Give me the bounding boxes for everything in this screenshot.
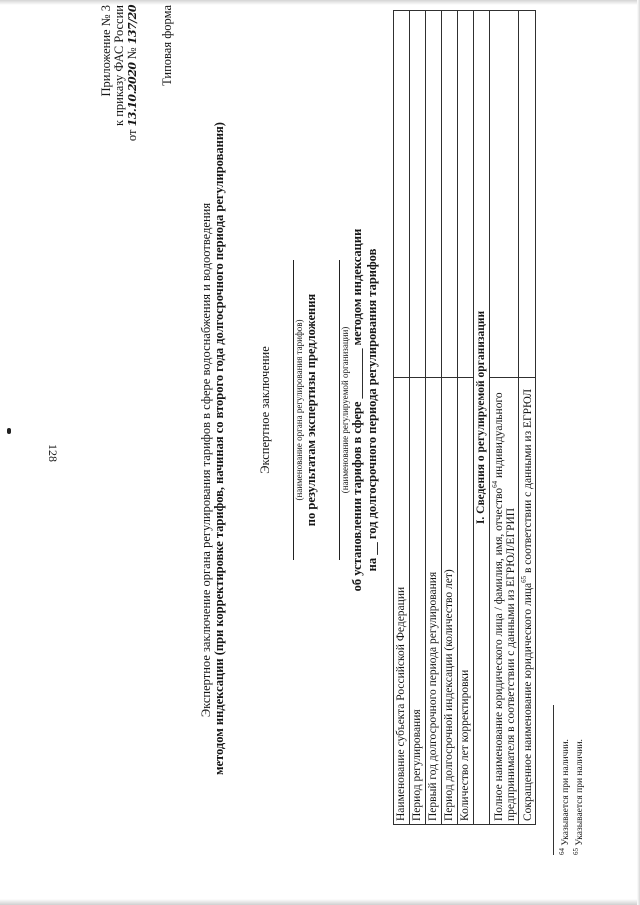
- document-title: [199, 122, 226, 775]
- organization-name-hint: (наименование регулируемой организации): [340, 326, 350, 494]
- caption-line-3-end: методом индексации: [350, 228, 364, 346]
- caption-line-2: по результатам экспертизы предложения: [304, 293, 318, 527]
- footnote-number: 65: [572, 848, 581, 855]
- row-value[interactable]: [458, 11, 474, 378]
- order-number-handwritten: 137/20: [126, 5, 139, 45]
- appendix-order-date-line: [126, 5, 139, 155]
- footnotes: [557, 739, 585, 855]
- caption-line-3: об установлении тарифов в сфере ________ методом индексации: [350, 228, 364, 592]
- footnote-number: 64: [558, 848, 566, 855]
- form-type-label: Типовая форма: [160, 5, 174, 86]
- footnote-item: [557, 739, 571, 855]
- table-row: [458, 11, 474, 825]
- regulator-name-blank: [279, 260, 294, 560]
- full-name-value[interactable]: [490, 11, 519, 378]
- appendix-reference: [100, 5, 139, 155]
- row-label: Количество лет корректировки: [458, 378, 474, 825]
- caption-line-4-end: год долгосрочного периода регулирования тарифов: [365, 248, 379, 540]
- title-line-1: Экспертное заключение органа регулирования тарифов в сфере водоснабжения и водоотведения: [199, 202, 213, 718]
- organization-name-blank: [325, 260, 340, 560]
- order-date-handwritten: 13.10.2020: [126, 62, 139, 127]
- full-name-text-line-2: предпринимателя в соответствии с данными из ЕГРЮЛ/ЕГРИП: [504, 507, 517, 821]
- table-row: [442, 11, 458, 825]
- table-row: [490, 11, 519, 825]
- short-name-text-end: в соответствии с данными из ЕГРЮЛ: [521, 388, 534, 574]
- row-label: Первый год долгосрочного периода регулирования: [426, 378, 442, 825]
- full-name-text-end: индивидуального: [492, 392, 505, 478]
- footnote-divider: [553, 705, 554, 855]
- row-value[interactable]: [426, 11, 442, 378]
- conclusion-caption: [258, 95, 380, 725]
- title-line-2: методом индексации (при корректировке тарифов, начиная со второго года долгосрочного периода регулирования): [212, 122, 226, 775]
- regulator-name-hint: (наименование органа регулирования тарифов): [294, 319, 304, 501]
- appendix-order: к приказу ФАС России: [112, 5, 126, 126]
- footnote-text: Указывается при наличии.: [575, 739, 586, 846]
- table-row: [519, 11, 536, 825]
- footnote-text: Указывается при наличии.: [561, 739, 572, 846]
- row-value[interactable]: [442, 11, 458, 378]
- order-number-prefix: №: [125, 47, 139, 60]
- short-name-value[interactable]: [519, 11, 536, 378]
- footnote-ref: 64: [491, 480, 499, 488]
- organization-info-table: [393, 10, 536, 825]
- short-name-text: Сокращенное наименование юридического лица: [521, 582, 534, 821]
- short-name-label: [519, 378, 536, 825]
- appendix-number: Приложение № 3: [99, 5, 113, 97]
- conclusion-heading: Экспертное заключение: [258, 346, 272, 474]
- footnote-ref: 65: [520, 575, 528, 583]
- section-title: I. Сведения о регулируемой организации: [474, 11, 490, 825]
- table-row: [394, 11, 410, 825]
- table-section-row: [474, 11, 490, 825]
- caption-line-3-start: об установлении тарифов в сфере: [350, 401, 364, 592]
- row-label: Наименование субъекта Российской Федерации: [394, 378, 410, 825]
- footnote-item: [571, 739, 585, 855]
- row-label: Период регулирования: [410, 378, 426, 825]
- table-row: [410, 11, 426, 825]
- order-date-prefix: от: [125, 129, 139, 142]
- full-name-label: [490, 378, 519, 825]
- caption-line-4-start: на: [365, 557, 379, 572]
- row-label: Период долгосрочной индексации (количество лет): [442, 378, 458, 825]
- page-number: 128: [46, 444, 60, 462]
- row-value[interactable]: [410, 11, 426, 378]
- caption-line-4: на __ год долгосрочного периода регулирования тарифов: [365, 248, 379, 572]
- table-row: [426, 11, 442, 825]
- full-name-text: Полное наименование юридического лица / фамилия, имя, отчество: [492, 487, 505, 821]
- row-value[interactable]: [394, 11, 410, 378]
